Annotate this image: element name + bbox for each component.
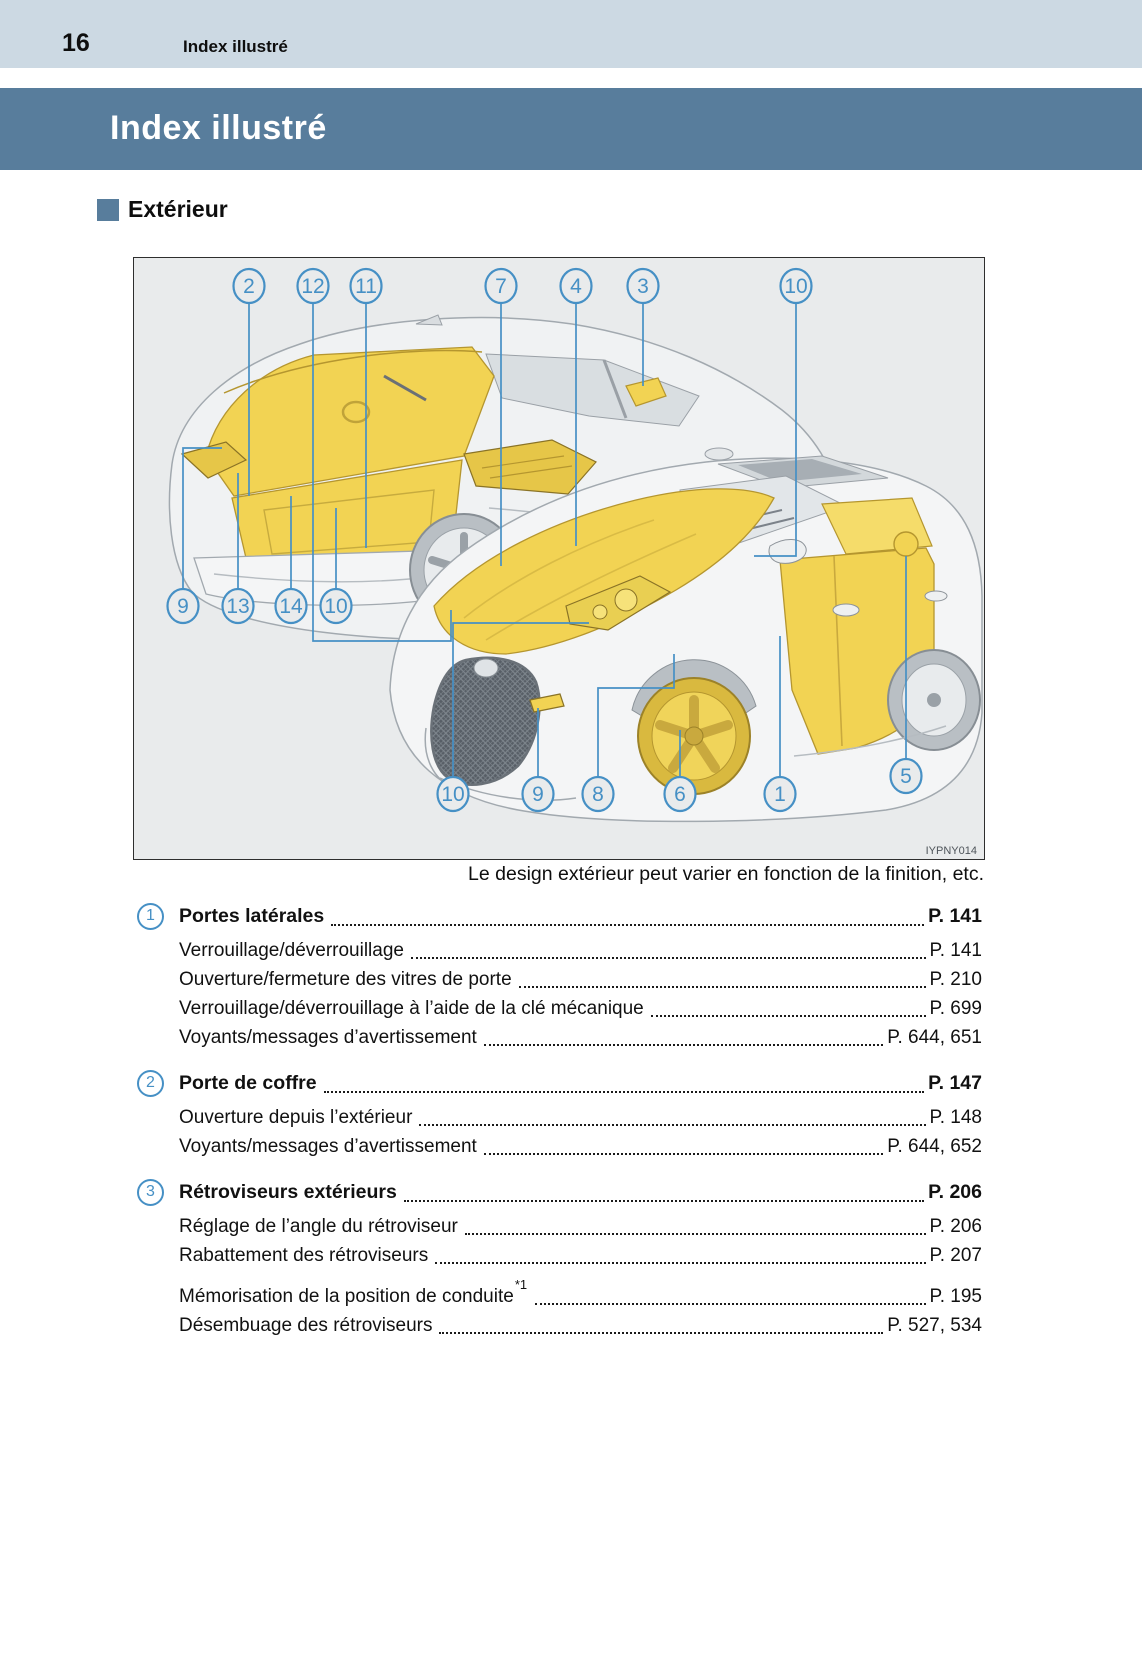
entry-label: Désembuage des rétroviseurs <box>179 1315 433 1336</box>
page-ref: P. 148 <box>929 1107 982 1128</box>
callout-10-left <box>321 589 352 623</box>
entry-label: Voyants/messages d’avertissement <box>179 1136 477 1157</box>
svg-text:10: 10 <box>441 783 465 806</box>
front-door-handle <box>833 604 859 616</box>
index-entry <box>137 1241 982 1270</box>
footnote-marker: *1 <box>514 1277 528 1292</box>
running-header <box>0 0 1142 68</box>
entry-label: Voyants/messages d’avertissement <box>179 1027 477 1048</box>
callout-5 <box>891 759 922 793</box>
page-ref: P. 699 <box>929 998 982 1019</box>
callout-3 <box>628 269 659 303</box>
index-entry <box>137 936 982 965</box>
index-section-retroviseurs <box>137 1175 982 1340</box>
page-ref: P. 644, 652 <box>887 1136 982 1157</box>
list-callout-1: 1 <box>137 903 164 930</box>
image-code: IYPNY014 <box>925 845 977 857</box>
callout-6 <box>665 777 696 811</box>
dot-leader <box>411 957 926 959</box>
svg-text:10: 10 <box>324 595 348 618</box>
index-entry <box>137 994 982 1023</box>
front-wheel-highlight <box>638 678 750 794</box>
car-diagram-art <box>134 258 984 859</box>
page-ref: P. 147 <box>928 1072 982 1094</box>
front-car-rear-wheel <box>888 650 980 750</box>
index-entry <box>137 1066 982 1100</box>
entry-label: Verrouillage/déverrouillage à l’aide de la clé mécanique <box>179 998 644 1019</box>
svg-text:7: 7 <box>495 275 507 298</box>
entry-label: Réglage de l’angle du rétroviseur <box>179 1216 458 1237</box>
callout-12 <box>298 269 329 303</box>
dot-leader <box>324 1091 925 1093</box>
list-callout-3: 3 <box>137 1179 164 1206</box>
callout-9-bottom <box>523 777 554 811</box>
index-entry <box>137 1103 982 1132</box>
car-exterior-diagram <box>133 257 985 860</box>
svg-text:8: 8 <box>592 783 604 806</box>
entry-label: Mémorisation de la position de conduite <box>179 1286 514 1307</box>
door-handle <box>705 448 733 460</box>
svg-text:3: 3 <box>637 275 649 298</box>
dot-leader <box>331 924 924 926</box>
rear-door-handle <box>925 591 947 601</box>
callout-10-top <box>781 269 812 303</box>
fuel-door-highlight <box>894 532 918 556</box>
callout-7 <box>486 269 517 303</box>
index-entry <box>137 1175 982 1209</box>
section-heading <box>97 196 228 223</box>
entry-label: Ouverture/fermeture des vitres de porte <box>179 969 512 990</box>
index-entry <box>137 1023 982 1052</box>
svg-text:6: 6 <box>674 783 686 806</box>
index-list <box>137 899 982 1354</box>
entry-label: Ouverture depuis l’extérieur <box>179 1107 413 1128</box>
svg-text:1: 1 <box>774 783 786 806</box>
svg-text:5: 5 <box>900 765 912 788</box>
index-entry <box>137 1270 982 1311</box>
entry-label: Verrouillage/déverrouillage <box>179 940 404 961</box>
dot-leader <box>419 1124 925 1126</box>
callout-2 <box>234 269 265 303</box>
section-bullet-square <box>97 199 119 221</box>
dot-leader <box>404 1200 924 1202</box>
page-ref: P. 644, 651 <box>887 1027 982 1048</box>
callout-4 <box>561 269 592 303</box>
callout-10-bottom <box>438 777 469 811</box>
front-emblem <box>474 659 498 677</box>
index-entry <box>137 899 982 933</box>
entry-label: Portes latérales <box>179 905 325 927</box>
dot-leader <box>519 986 926 988</box>
dot-leader <box>651 1015 926 1017</box>
callout-1 <box>765 777 796 811</box>
entry-label: Rabattement des rétroviseurs <box>179 1245 429 1266</box>
dot-leader <box>435 1262 925 1264</box>
page-ref: P. 207 <box>929 1245 982 1266</box>
list-callout-2: 2 <box>137 1070 164 1097</box>
entry-label: Rétroviseurs extérieurs <box>179 1181 397 1203</box>
chapter-title: Index illustré <box>110 109 327 147</box>
running-title: Index illustré <box>183 37 288 56</box>
index-entry <box>137 965 982 994</box>
page-ref: P. 141 <box>928 905 982 927</box>
index-section-portes-laterales <box>137 899 982 1052</box>
callout-13 <box>223 589 254 623</box>
callout-8 <box>583 777 614 811</box>
index-entry <box>137 1311 982 1340</box>
svg-text:2: 2 <box>243 275 255 298</box>
dot-leader <box>439 1332 883 1334</box>
page-number: 16 <box>62 29 90 57</box>
dot-leader <box>484 1153 883 1155</box>
callout-14 <box>276 589 307 623</box>
dot-leader <box>484 1044 883 1046</box>
callout-11 <box>351 269 382 303</box>
index-section-porte-de-coffre <box>137 1066 982 1161</box>
page-ref: P. 206 <box>929 1216 982 1237</box>
svg-text:9: 9 <box>532 783 544 806</box>
page-ref: P. 141 <box>929 940 982 961</box>
diagram-caption: Le design extérieur peut varier en fonction de la finition, etc. <box>468 863 984 885</box>
dot-leader <box>535 1303 925 1305</box>
page-ref: P. 195 <box>929 1286 982 1307</box>
entry-label: Porte de coffre <box>179 1072 317 1094</box>
svg-text:11: 11 <box>355 275 377 298</box>
callout-9-left <box>168 589 199 623</box>
section-title: Extérieur <box>128 196 228 222</box>
chapter-banner <box>0 88 1142 170</box>
dot-leader <box>465 1233 926 1235</box>
svg-text:10: 10 <box>784 275 808 298</box>
index-entry <box>137 1212 982 1241</box>
page-ref: P. 206 <box>928 1181 982 1203</box>
svg-text:13: 13 <box>226 595 250 618</box>
page-ref: P. 527, 534 <box>887 1315 982 1336</box>
svg-text:9: 9 <box>177 595 189 618</box>
svg-text:14: 14 <box>279 595 303 618</box>
svg-text:12: 12 <box>301 275 325 298</box>
svg-text:4: 4 <box>570 275 582 298</box>
page-ref: P. 210 <box>929 969 982 990</box>
index-entry <box>137 1132 982 1161</box>
